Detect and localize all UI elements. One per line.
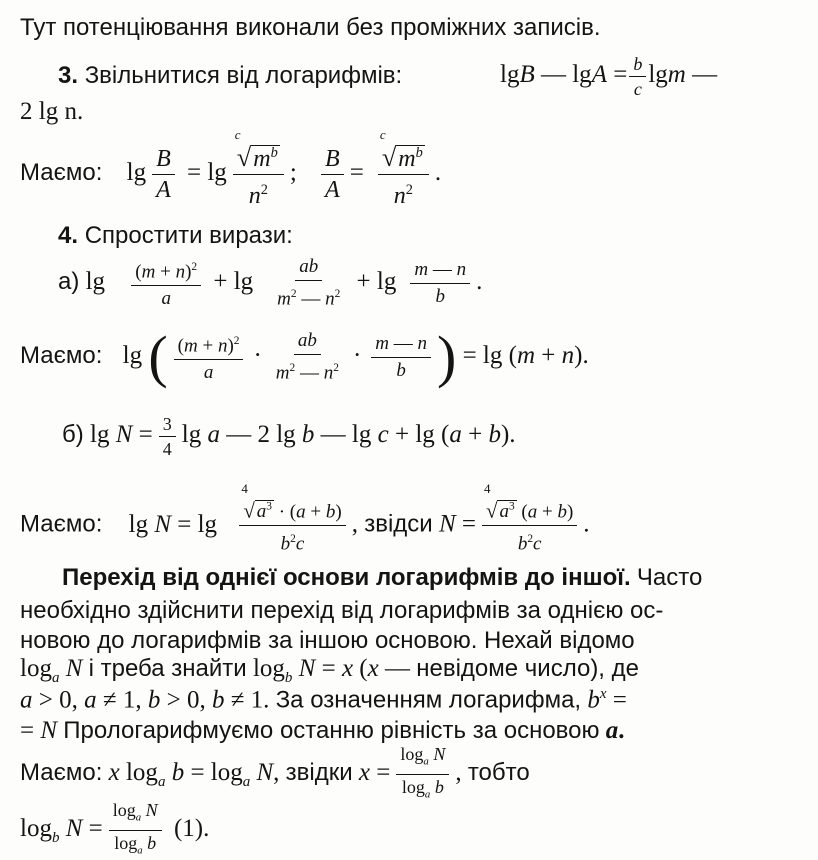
zvidsy-text: звідси: [364, 510, 433, 538]
equation-number: (1).: [173, 814, 210, 842]
section-heading-line: Перехід від однієї основи логарифмів до іншої. Часто: [62, 564, 703, 591]
paragraph-line-3: новою до логарифмів за іншою основою. Нехай відомо: [20, 627, 635, 654]
solution-a: Маємо: lg ( $\frac{(m + n)^2}{a}$ · $\frac{ab}{m^2 — n^2}$ · $\frac{m — n}{b}$ ) = lg (m + n).: [20, 324, 589, 390]
paragraph-line-4: $\log_a N$ і треба знайти $\log_b N = x$ (x — невідоме число), де: [20, 655, 639, 686]
item-3-formula: lgB — lgA = $\frac{b}{c}$ lgm —: [500, 54, 718, 99]
solution-3: Маємо: lg $\frac{B}{A}$ = lg c $√m^b$ $n^2$ ; $\frac{B}{A}$ = c $√m^b$ $n^2$ .: [20, 127, 442, 209]
mayemo-label: Маємо:: [20, 159, 103, 187]
text-line-1: Тут потенціювання виконали без проміжних записів.: [20, 14, 601, 41]
paragraph-line-7: Маємо: x $\log_a b = \log_a N$, звідки x = $\frac{\log_a N}{\log_a b}$ , тобто: [20, 744, 530, 801]
section-heading: Перехід від однієї основи логарифмів до іншої.: [62, 564, 631, 591]
part-b-expression: б) lg N = $\frac{3}{4}$ lg a — 2 lg b — lg c + lg (a + b).: [62, 414, 516, 459]
solution-b: Маємо: lg N = lg 4 √ $a^3 \cdot (a + b)$ $b^2c$ , звідси N = 4 √ $a^3$ (a + b) $b^2c$ .: [20, 481, 590, 555]
item-3-number: 3.: [58, 62, 79, 89]
item-3-text: Звільнитися від логарифмів:: [84, 62, 403, 89]
mayemo-label: Маємо:: [20, 341, 103, 369]
paragraph-line-6: = N Прологарифмуємо останню рівність за основою a.: [20, 717, 625, 744]
item-4-number: 4.: [58, 222, 79, 249]
part-a-expression: а) lg $\frac{(m + n)^2}{a}$ + lg $\frac{ab}{m^2 — n^2}$ + lg $\frac{m — n}{b}$ .: [58, 256, 483, 310]
paragraph-line-2: необхідно здійснити перехід від логарифмів за однією ос-: [20, 597, 664, 624]
formula-1: $\log_b N$ = $\frac{\log_a N}{\log_a b}$ (1).: [20, 800, 210, 857]
item-3-tail: 2 lg n.: [20, 98, 84, 125]
part-b-label: б): [62, 421, 84, 449]
paragraph-line-5: a > 0, a ≠ 1, b > 0, b ≠ 1. За означенням логарифма, $b^x$ =: [20, 686, 627, 714]
mayemo-label: Маємо:: [20, 510, 103, 538]
part-a-label: а): [58, 267, 80, 295]
item-4-line: [58, 222, 293, 250]
item-4-text: Спростити вирази:: [84, 222, 293, 249]
item-3-line: [58, 62, 402, 90]
